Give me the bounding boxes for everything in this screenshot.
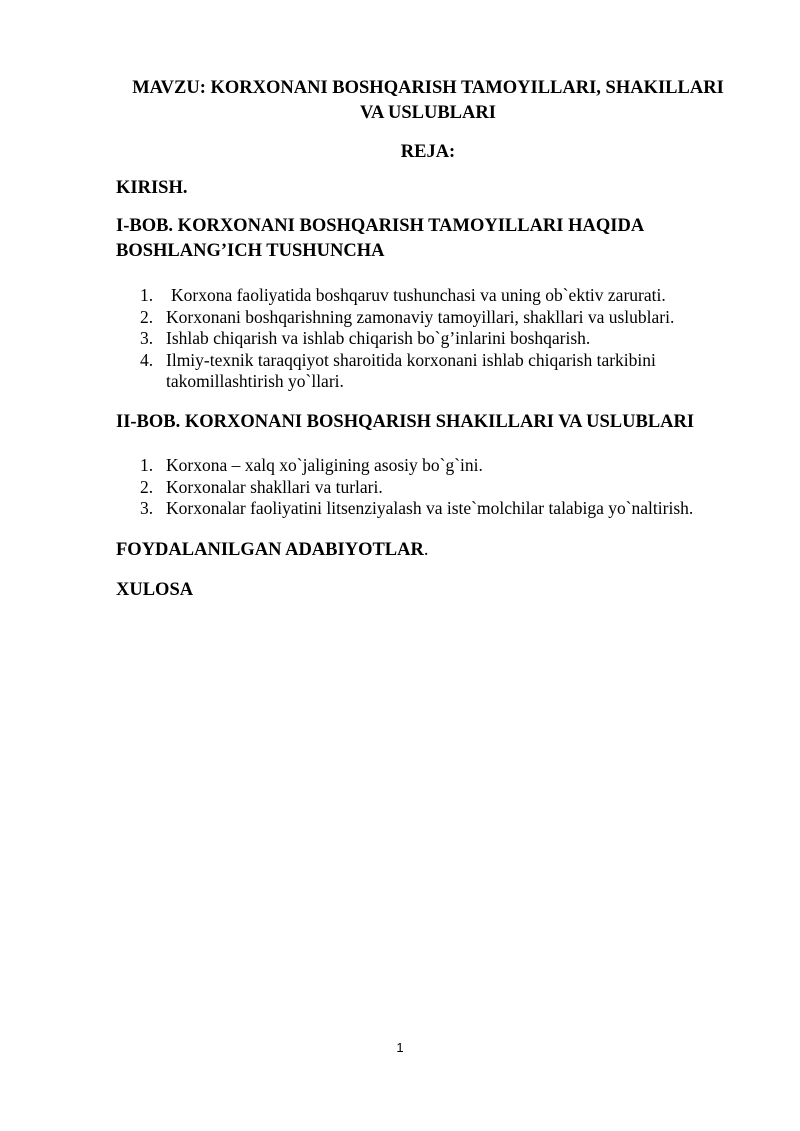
chapter-1-heading-line-1: I-BOB. KORXONANI BOSHQARISH TAMOYILLARI HAQIDA [116, 216, 645, 236]
chapter-1-list [140, 285, 766, 393]
document-title-line-2: VA USLUBLARI [360, 103, 496, 123]
list-item-text: Korxona – xalq xo`jaligining asosiy bo`g`ini. [166, 455, 483, 475]
chapter-2-heading: II-BOB. KORXONANI BOSHQARISH SHAKILLARI VA USLUBLARI [116, 412, 695, 432]
list-item-number: 1. [140, 455, 154, 475]
chapter-1-heading [116, 214, 756, 264]
list-item-text: Korxonalar faoliyatini litsenziyalash va iste`molchilar talabiga yo`naltirish. [166, 498, 694, 518]
document-title [116, 76, 740, 126]
references-heading-text: FOYDALANILGAN ADABIYOTLAR [116, 540, 424, 560]
list-item-number: 2. [140, 306, 154, 327]
list-item-text-continued: takomillashtirish yo`llari. [166, 371, 344, 391]
list-item-text: Ilmiy-texnik taraqqiyot sharoitida korxonani ishlab chiqarish tarkibini [166, 349, 656, 370]
page-number: 1 [396, 1040, 404, 1055]
list-item [140, 285, 766, 307]
list-item [140, 498, 766, 520]
list-item-text: Ishlab chiqarish va ishlab chiqarish bo`g’inlarini boshqarish. [166, 328, 591, 348]
list-item [140, 476, 766, 499]
references-heading [116, 538, 756, 563]
list-item-number: 3. [140, 328, 154, 348]
chapter-1-heading-line-2: BOSHLANG’ICH TUSHUNCHA [116, 241, 385, 261]
list-item-text: Korxonani boshqarishning zamonaviy tamoyillari, shakllari va uslublari. [166, 306, 675, 327]
list-item [140, 455, 766, 477]
list-item [140, 306, 766, 329]
intro-heading: KIRISH. [116, 178, 188, 198]
list-item [140, 328, 766, 350]
list-item-number: 4. [140, 349, 154, 370]
list-item-text: Korxona faoliyatida boshqaruv tushunchasi va uning ob`ektiv zarurati. [171, 285, 666, 305]
document-title-line-1: MAVZU: KORXONANI BOSHQARISH TAMOYILLARI, SHAKILLARI [132, 78, 724, 98]
list-item-number: 3. [140, 498, 154, 518]
list-item-number: 1. [140, 285, 154, 305]
references-heading-period: . [423, 540, 429, 560]
conclusion-heading: XULOSA [116, 580, 194, 600]
plan-label: REJA: [400, 142, 456, 162]
list-item-number: 2. [140, 476, 154, 497]
list-item [140, 349, 766, 393]
list-item-text: Korxonalar shakllari va turlari. [166, 476, 383, 497]
chapter-2-list [140, 455, 766, 520]
